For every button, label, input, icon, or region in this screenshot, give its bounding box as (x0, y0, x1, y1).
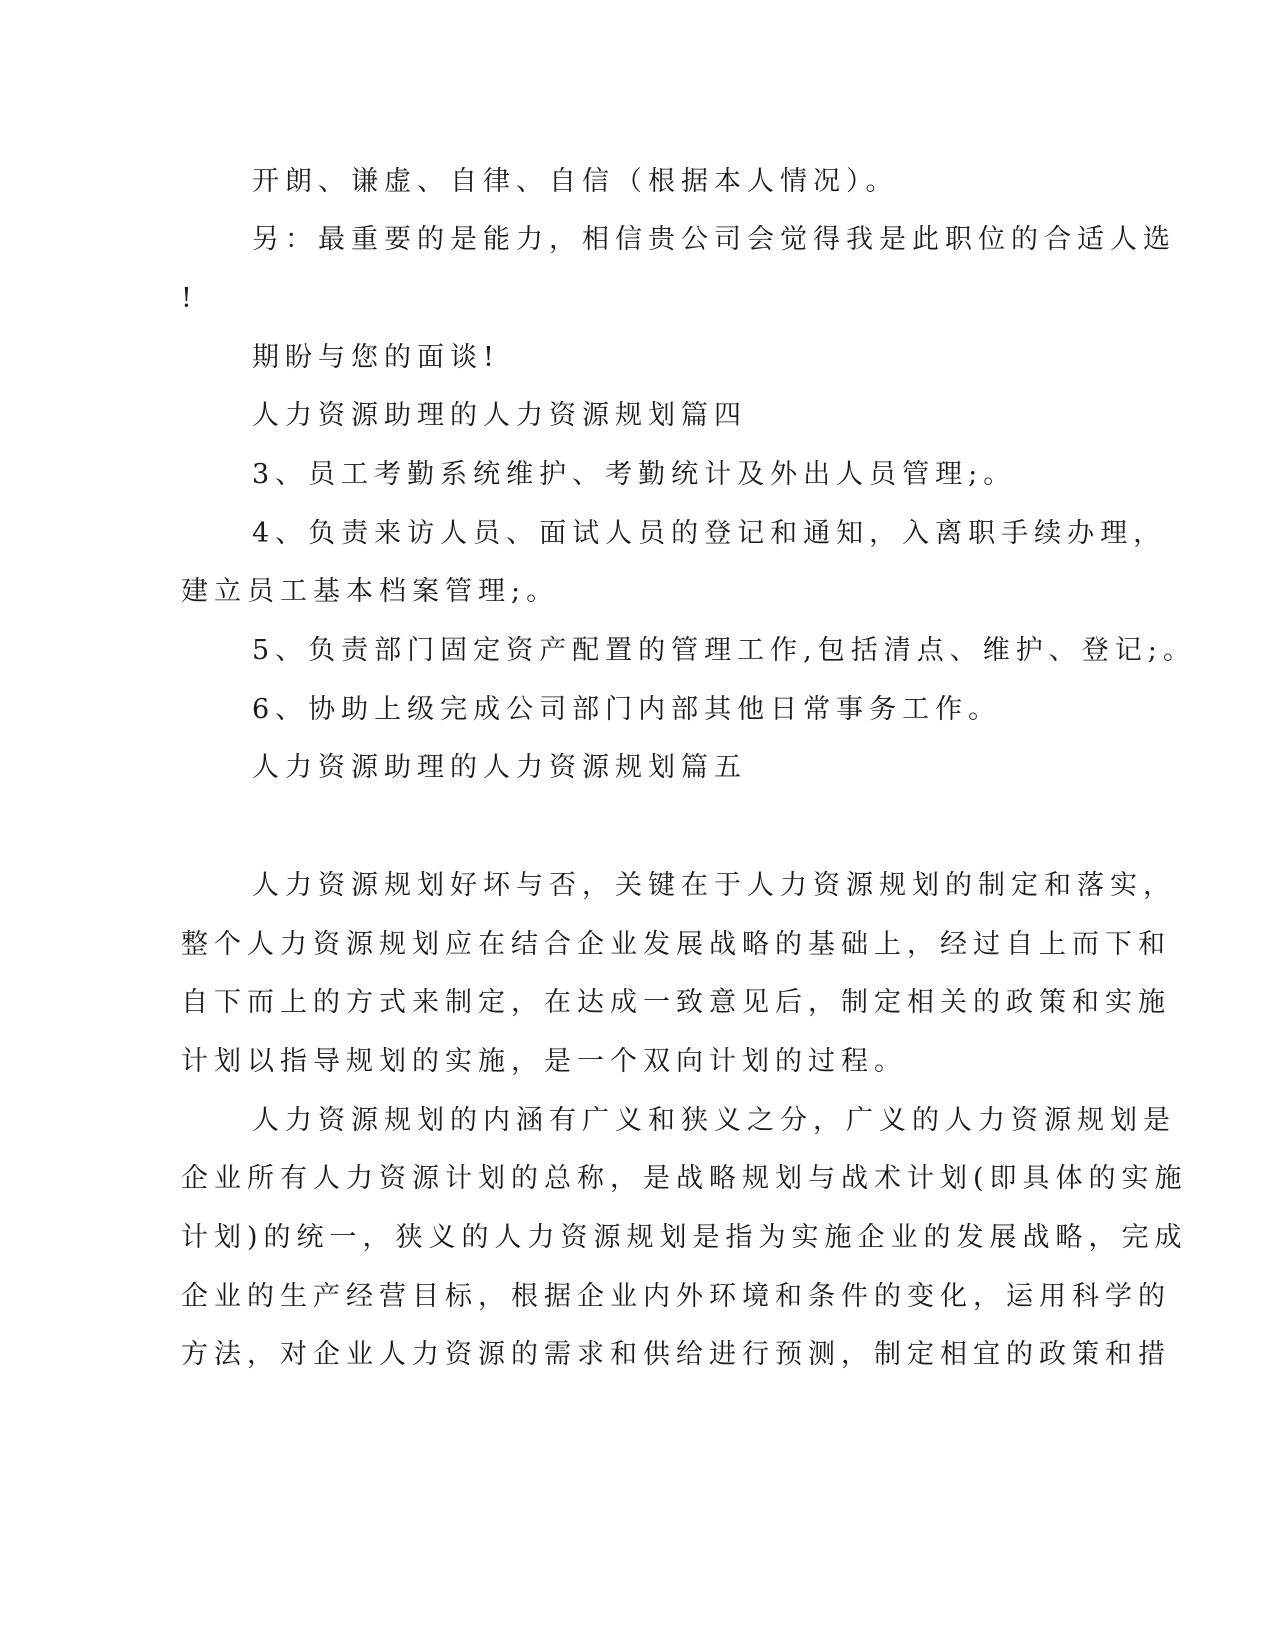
text-line: 人力资源规划的内涵有广义和狭义之分，广义的人力资源规划是 (252, 1105, 1176, 1136)
text-line: 企业所有人力资源计划的总称，是战略规划与战术计划(即具体的实施 (181, 1163, 1188, 1194)
text-line: 方法，对企业人力资源的需求和供给进行预测，制定相宜的政策和措 (181, 1339, 1171, 1370)
text-line: 计划)的统一，狭义的人力资源规划是指为实施企业的发展战略，完成 (181, 1222, 1188, 1253)
text-line: 企业的生产经营目标，根据企业内外环境和条件的变化，运用科学的 (181, 1281, 1171, 1312)
text-line: 建立员工基本档案管理;。 (181, 576, 560, 607)
text-line: 整个人力资源规划应在结合企业发展战略的基础上，经过自上而下和 (181, 929, 1171, 960)
text-line: 自下而上的方式来制定，在达成一致意见后，制定相关的政策和实施 (181, 987, 1171, 1018)
text-line: 期盼与您的面谈! (252, 342, 500, 373)
list-item: 6、协助上级完成公司部门内部其他日常事务工作。 (252, 694, 1002, 725)
list-item: 4、负责来访人员、面试人员的登记和通知，入离职手续办理， (252, 518, 1167, 549)
text-line: 开朗、谦虚、自律、自信（根据本人情况）。 (252, 166, 899, 197)
text-line: 人力资源规划好坏与否，关键在于人力资源规划的制定和落实， (252, 870, 1176, 901)
section-heading: 人力资源助理的人力资源规划篇四 (252, 400, 747, 431)
text-line: ! (181, 283, 198, 314)
list-item: 5、负责部门固定资产配置的管理工作,包括清点、维护、登记;。 (252, 635, 1196, 666)
text-line: 计划以指导规划的实施，是一个双向计划的过程。 (181, 1046, 907, 1077)
list-item: 3、员工考勤系统维护、考勤统计及外出人员管理;。 (252, 459, 1017, 490)
section-heading: 人力资源助理的人力资源规划篇五 (252, 752, 747, 783)
text-line: 另：最重要的是能力，相信贵公司会觉得我是此职位的合适人选 (252, 224, 1176, 255)
